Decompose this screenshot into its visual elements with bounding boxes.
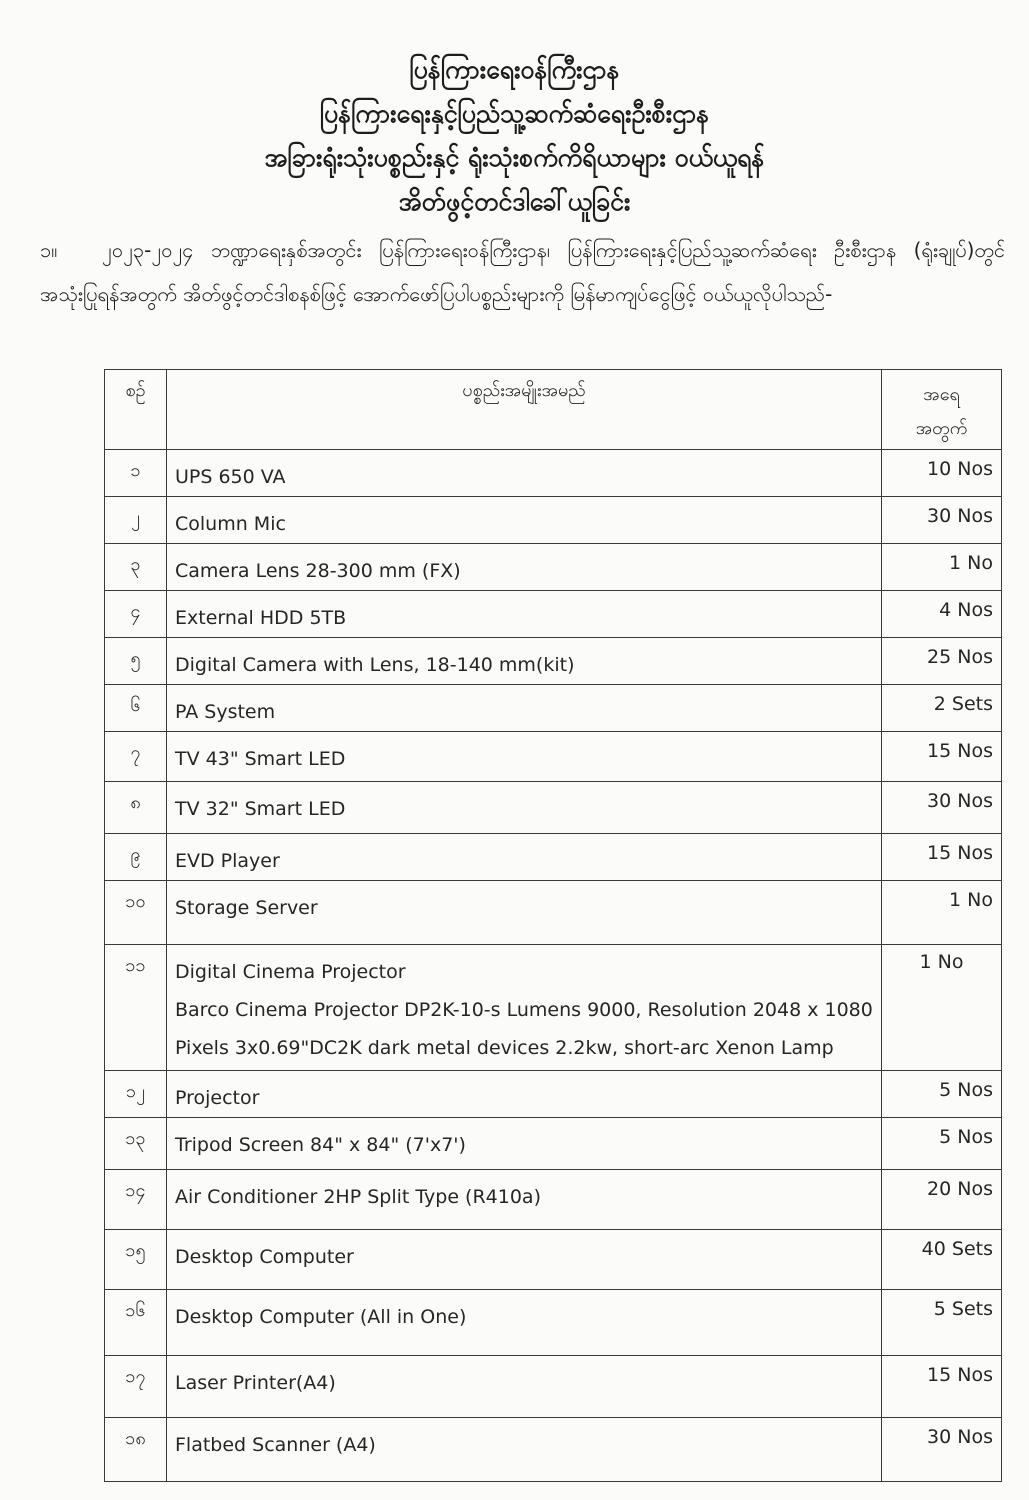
row-item: Camera Lens 28-300 mm (FX) (167, 544, 882, 591)
row-item: EVD Player (167, 834, 882, 881)
table-row (105, 497, 1002, 544)
row-no: ၅ (105, 638, 167, 685)
row-item: TV 43" Smart LED (167, 732, 882, 782)
row-item-spec-line2: Pixels 3x0.69"DC2K dark metal devices 2.2kw, short-arc Xenon Lamp (175, 1037, 834, 1059)
row-no: ၉ (105, 834, 167, 881)
intro-paragraph (40, 228, 1005, 316)
row-qty: 2 Sets (882, 685, 1002, 732)
table-row (105, 1170, 1002, 1230)
table-row (105, 1118, 1002, 1170)
row-item: UPS 650 VA (167, 450, 882, 497)
table-row (105, 685, 1002, 732)
header-quantity (882, 370, 1002, 450)
table-row (105, 732, 1002, 782)
row-item: PA System (167, 685, 882, 732)
intro-text: ၂၀၂၃-၂၀၂၄ ဘဏ္ဍာရေးနှစ်အတွင်း ပြန်ကြားရေးဝန်ကြီးဌာန၊ ပြန်ကြားရေးနှင့်ပြည်သူ့ဆက်ဆံရေး ဦးစီးဌာန (ရုံးချုပ်)တွင် အသုံးပြုရန်အတွက် အိတ်ဖွင့်တင်ဒါစနစ်ဖြင့် အောက်ဖော်ပြပါပစ္စည်းများကို မြန်မာကျပ်ငွေဖြင့် ဝယ်ယူလိုပါသည်- (40, 238, 1005, 306)
row-qty: 5 Nos (882, 1118, 1002, 1170)
row-qty: 40 Sets (882, 1230, 1002, 1290)
row-no: ၁၅ (105, 1230, 167, 1290)
row-no: ၁၃ (105, 1118, 167, 1170)
row-qty: 15 Nos (882, 834, 1002, 881)
items-table (104, 369, 1002, 1482)
tender-type: အိတ်ဖွင့်တင်ဒါခေါ်ယူခြင်း (398, 187, 631, 216)
row-item: Tripod Screen 84" x 84" (7'x7') (167, 1118, 882, 1170)
document-header (0, 48, 1029, 224)
row-no: ၁ (105, 450, 167, 497)
row-item: Desktop Computer (167, 1230, 882, 1290)
row-no: ၄ (105, 591, 167, 638)
row-qty: 4 Nos (882, 591, 1002, 638)
table-row (105, 544, 1002, 591)
row-item (167, 945, 882, 1071)
header-quantity-line1: အရေ (923, 384, 960, 405)
row-no: ၆ (105, 685, 167, 732)
row-item: Storage Server (167, 881, 882, 945)
row-item: TV 32" Smart LED (167, 782, 882, 834)
row-no: ၈ (105, 782, 167, 834)
ministry-title: ပြန်ကြားရေးဝန်ကြီးဌာန (409, 55, 620, 84)
tender-subject: အခြားရုံးသုံးပစ္စည်းနှင့် ရုံးသုံးစက်ကိရိယာများ ဝယ်ယူရန် (264, 143, 765, 172)
table-header-row (105, 370, 1002, 450)
row-qty: 5 Nos (882, 1071, 1002, 1118)
row-item: Air Conditioner 2HP Split Type (R410a) (167, 1170, 882, 1230)
row-qty: 25 Nos (882, 638, 1002, 685)
row-no: ၇ (105, 732, 167, 782)
row-no: ၁၀ (105, 881, 167, 945)
row-qty: 30 Nos (882, 1418, 1002, 1482)
row-qty: 5 Sets (882, 1290, 1002, 1356)
row-qty: 30 Nos (882, 497, 1002, 544)
row-qty: 1 No (882, 881, 1002, 945)
header-quantity-line2: အတွက် (915, 418, 968, 439)
row-qty: 20 Nos (882, 1170, 1002, 1230)
row-item-spec-line1: Barco Cinema Projector DP2K-10-s Lumens 9000, Resolution 2048 x 1080 (175, 999, 873, 1021)
paragraph-number: ၁။ (40, 238, 58, 262)
row-item: Flatbed Scanner (A4) (167, 1418, 882, 1482)
row-qty: 1 No (882, 544, 1002, 591)
row-no: ၁၁ (105, 945, 167, 1071)
row-item: External HDD 5TB (167, 591, 882, 638)
row-no: ၁၂ (105, 1071, 167, 1118)
table-row (105, 1071, 1002, 1118)
row-item: Projector (167, 1071, 882, 1118)
table-row (105, 591, 1002, 638)
row-no: ၁၄ (105, 1170, 167, 1230)
table-row (105, 782, 1002, 834)
table-row (105, 881, 1002, 945)
row-item-title: Digital Cinema Projector (175, 961, 406, 983)
row-qty: 15 Nos (882, 732, 1002, 782)
table-row (105, 638, 1002, 685)
row-qty: 30 Nos (882, 782, 1002, 834)
row-no: ၁၇ (105, 1356, 167, 1418)
row-no: ၁၈ (105, 1418, 167, 1482)
department-title: ပြန်ကြားရေးနှင့်ပြည်သူ့ဆက်ဆံရေးဦးစီးဌာန (319, 99, 710, 128)
row-item: Digital Camera with Lens, 18-140 mm(kit) (167, 638, 882, 685)
row-qty: 10 Nos (882, 450, 1002, 497)
row-no: ၂ (105, 497, 167, 544)
row-qty: 1 No (882, 945, 1002, 1071)
table-row (105, 1230, 1002, 1290)
table-row (105, 450, 1002, 497)
header-item-name: ပစ္စည်းအမျိုးအမည် (167, 370, 882, 450)
table-row (105, 1290, 1002, 1356)
row-item: Laser Printer(A4) (167, 1356, 882, 1418)
row-qty: 15 Nos (882, 1356, 1002, 1418)
row-item: Desktop Computer (All in One) (167, 1290, 882, 1356)
table-row (105, 1356, 1002, 1418)
table-row (105, 945, 1002, 1071)
row-item: Column Mic (167, 497, 882, 544)
header-serial-no: စဉ် (105, 370, 167, 450)
table-row (105, 1418, 1002, 1482)
row-no: ၁၆ (105, 1290, 167, 1356)
row-no: ၃ (105, 544, 167, 591)
table-row (105, 834, 1002, 881)
